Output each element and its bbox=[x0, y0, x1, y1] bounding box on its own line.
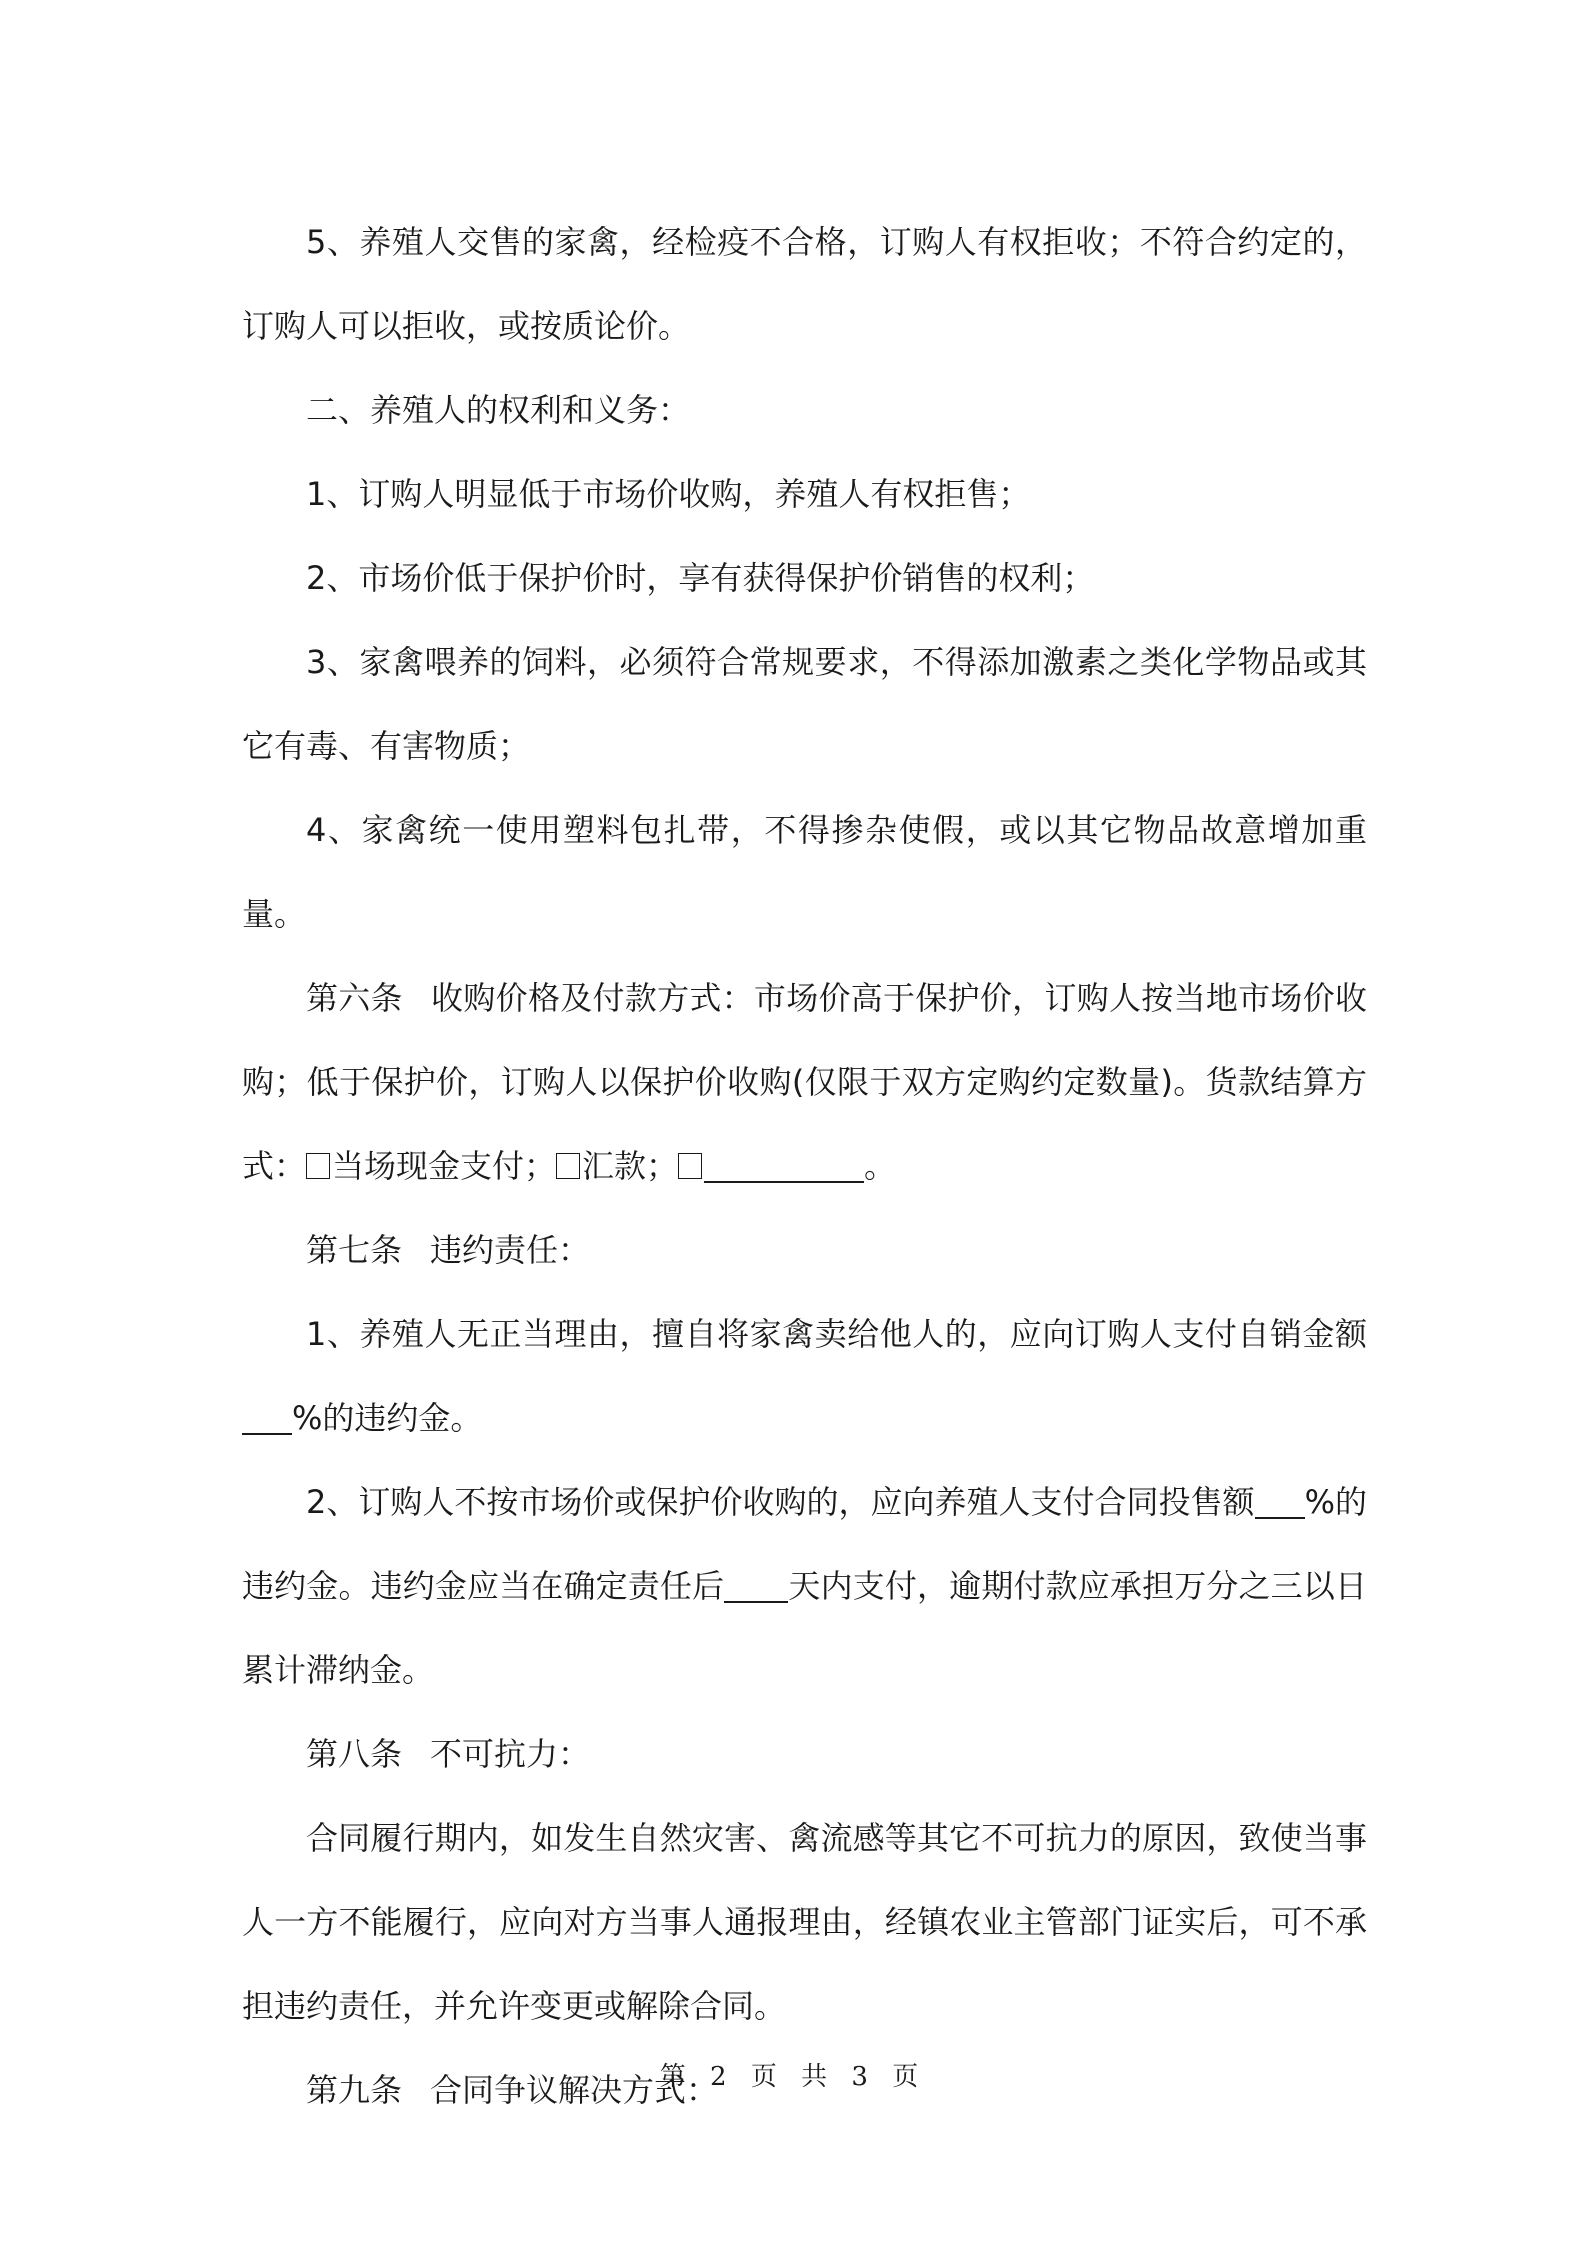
checkbox-cash-payment[interactable] bbox=[306, 1153, 330, 1179]
article-6-heading: 第六条 bbox=[306, 979, 403, 1017]
blank-self-sale-percentage[interactable] bbox=[242, 1399, 292, 1435]
checkbox-other-payment[interactable] bbox=[678, 1153, 702, 1179]
section-heading-breeder-rights: 二、养殖人的权利和义务： bbox=[306, 391, 691, 429]
article-7-text: 违约责任： bbox=[430, 1231, 591, 1269]
liability-2-text-b: %的违约金。违约金应当在确定责任后 bbox=[242, 1483, 1367, 1605]
liability-2-text-a: 2、订购人不按市场价或保护价收购的，应向养殖人支付合同投售额 bbox=[306, 1483, 1255, 1521]
article-8-text: 不可抗力： bbox=[430, 1735, 591, 1773]
article-6-text: 收购价格及付款方式：市场价高于保护价，订购人按当地市场价收购；低于保护价，订购人以保护价收购(仅限于双方定购约定数量)。货款结算方式： bbox=[242, 979, 1367, 1185]
option-cash-payment-label: 当场现金支付； bbox=[332, 1147, 557, 1185]
article-6-paragraph bbox=[242, 956, 1367, 1208]
liability-paragraph-1 bbox=[242, 1292, 1367, 1460]
blank-payment-days[interactable] bbox=[724, 1567, 788, 1603]
paragraph-right-3: 3、家禽喂养的饲料，必须符合常规要求，不得添加激素之类化学物品或其它有毒、有害物质； bbox=[242, 643, 1367, 765]
article-8-heading: 第八条 bbox=[306, 1735, 403, 1773]
blank-contract-percentage[interactable] bbox=[1255, 1483, 1305, 1519]
force-majeure-paragraph: 合同履行期内，如发生自然灾害、禽流感等其它不可抗力的原因，致使当事人一方不能履行，应向对方当事人通报理由，经镇农业主管部门证实后，可不承担违约责任，并允许变更或解除合同。 bbox=[242, 1819, 1367, 2025]
article-7-heading: 第七条 bbox=[306, 1231, 403, 1269]
page-number-footer: 第 2 页 共 3 页 bbox=[659, 2062, 927, 2092]
article-8-paragraph bbox=[242, 1712, 1367, 1796]
liability-2-text-c: 天内支付，逾期付款应承担万分之三以日累计滞纳金。 bbox=[242, 1567, 1367, 1689]
article-9-text: 合同争议解决方式： bbox=[430, 2071, 719, 2109]
paragraph-right-2: 2、市场价低于保护价时，享有获得保护价销售的权利； bbox=[306, 559, 1095, 597]
paragraph-item-5: 5、养殖人交售的家禽，经检疫不合格，订购人有权拒收；不符合约定的，订购人可以拒收，或按质论价。 bbox=[242, 223, 1367, 345]
document-body bbox=[242, 200, 1367, 2132]
liability-paragraph-2 bbox=[242, 1460, 1367, 1712]
liability-1-text-b: %的违约金。 bbox=[292, 1399, 483, 1437]
article-7-paragraph bbox=[242, 1208, 1367, 1292]
paragraph-right-4: 4、家禽统一使用塑料包扎带，不得掺杂使假，或以其它物品故意增加重量。 bbox=[242, 811, 1367, 933]
option-remittance-label: 汇款； bbox=[582, 1147, 679, 1185]
article-9-heading: 第九条 bbox=[306, 2071, 403, 2109]
liability-1-text-a: 1、养殖人无正当理由，擅自将家禽卖给他人的，应向订购人支付自销金额 bbox=[306, 1315, 1367, 1353]
checkbox-remittance[interactable] bbox=[556, 1153, 580, 1179]
article-6-end: 。 bbox=[864, 1147, 897, 1185]
blank-other-payment-method[interactable] bbox=[704, 1147, 864, 1183]
paragraph-right-1: 1、订购人明显低于市场价收购，养殖人有权拒售； bbox=[306, 475, 1031, 513]
